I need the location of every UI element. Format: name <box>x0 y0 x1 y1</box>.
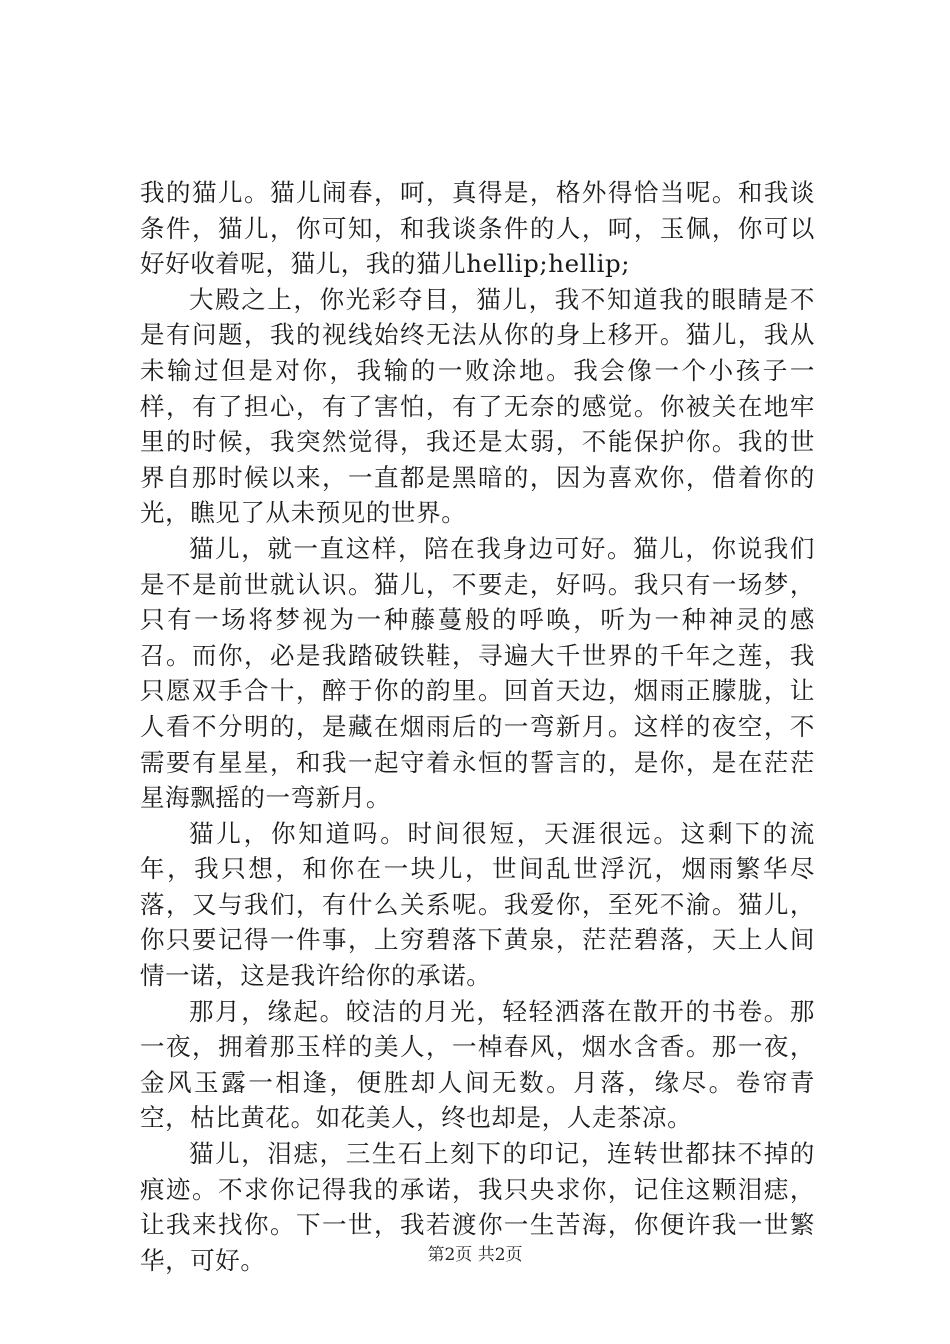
paragraph-1: 我的猫儿。猫儿闹春，呵，真得是，格外得恰当呢。和我谈条件，猫儿，你可知，和我谈条件的人，呵，玉佩，你可以好好收着呢，猫儿，我的猫儿hellip;hellip; <box>140 178 815 279</box>
paragraph-6: 猫儿，泪痣，三生石上刻下的印记，连转世都抹不掉的痕迹。不求你记得我的承诺，我只央求你，记住这颗泪痣，让我来找你。下一世，我若渡你一生苦海，你便许我一世繁华，可好。 <box>140 1139 815 1275</box>
paragraph-2: 大殿之上，你光彩夺目，猫儿，我不知道我的眼睛是不是有问题，我的视线始终无法从你的身上移开。猫儿，我从未输过但是对你，我输的一败涂地。我会像一个小孩子一样，有了担心，有了害怕，有了无奈的感觉。你被关在地牢里的时候，我突然觉得，我还是太弱，不能保护你。我的世界自那时候以来，一直都是黑暗的，因为喜欢你，借着你的光，瞧见了从未预见的世界。 <box>140 284 815 528</box>
page-footer: 第2页 共2页 <box>427 1245 523 1265</box>
paragraph-4: 猫儿，你知道吗。时间很短，天涯很远。这剩下的流年，我只想，和你在一块儿，世间乱世浮沉，烟雨繁华尽落，又与我们，有什么关系呢。我爱你，至死不渝。猫儿，你只要记得一件事，上穷碧落下黄泉，茫茫碧落，天上人间情一诺，这是我许给你的承诺。 <box>140 818 815 991</box>
paragraph-5: 那月，缘起。皎洁的月光，轻轻洒落在散开的书卷。那一夜，拥着那玉样的美人，一棹春风，烟水含香。那一夜，金风玉露一相逢，便胜却人间无数。月落，缘尽。卷帘青空，枯比黄花。如花美人，终也却是，人走茶凉。 <box>140 996 815 1133</box>
body-text <box>140 175 815 1278</box>
paragraph-3: 猫儿，就一直这样，陪在我身边可好。猫儿，你说我们是不是前世就认识。猫儿，不要走，好吗。我只有一场梦，只有一场将梦视为一种藤蔓般的呼唤，听为一种神灵的感召。而你，必是我踏破铁鞋，寻遍大千世界的千年之莲，我只愿双手合十，醉于你的韵里。回首天边，烟雨正朦胧，让人看不分明的，是藏在烟雨后的一弯新月。这样的夜空，不需要有星星，和我一起守着永恒的誓言的，是你，是在茫茫星海飘摇的一弯新月。 <box>140 533 815 813</box>
